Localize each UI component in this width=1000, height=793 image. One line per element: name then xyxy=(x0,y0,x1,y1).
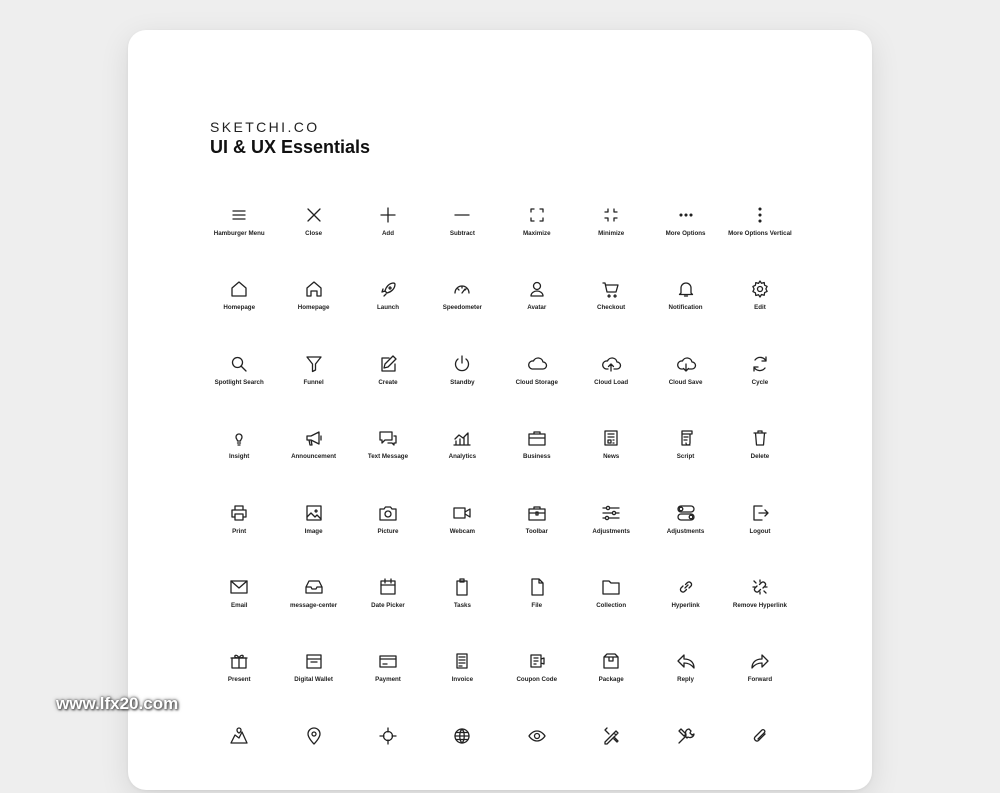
icon-tile xyxy=(723,570,797,644)
icon-tile xyxy=(500,198,574,272)
forward-icon xyxy=(749,650,771,672)
icon-label: Date Picker xyxy=(371,601,405,609)
icon-row xyxy=(202,347,802,421)
icon-tile xyxy=(202,496,276,570)
icon-label: Minimize xyxy=(598,230,625,237)
globe-icon xyxy=(451,725,473,747)
maximize-icon xyxy=(526,204,548,226)
icon-label: Launch xyxy=(376,304,399,312)
icon-tile xyxy=(500,347,574,421)
icon-label: message-center xyxy=(290,601,338,609)
icon-tile xyxy=(648,496,722,570)
icon-tile xyxy=(648,644,722,718)
spotlight-search-icon xyxy=(228,353,250,375)
analytics-icon xyxy=(451,427,473,449)
package-icon xyxy=(600,650,622,672)
icon-tile xyxy=(500,496,574,570)
icon-label: Cloud Save xyxy=(668,378,703,386)
icon-tile xyxy=(723,496,797,570)
icon-label: Subtract xyxy=(449,230,475,237)
standby-icon xyxy=(451,353,473,375)
icon-tile xyxy=(276,347,350,421)
cloud-storage-icon xyxy=(526,353,548,375)
icon-label: Present xyxy=(227,676,251,684)
watermark: www.lfx20.com xyxy=(56,694,179,713)
minimize-icon xyxy=(600,204,622,226)
icon-tile xyxy=(574,198,648,272)
date-picker-icon xyxy=(377,576,399,598)
icon-label: Webcam xyxy=(449,527,476,535)
icon-label: Adjustments xyxy=(666,527,705,535)
icon-tile xyxy=(276,496,350,570)
message-center-icon xyxy=(303,576,325,598)
tools-icon xyxy=(675,725,697,747)
icon-label: Adjustments xyxy=(592,527,630,535)
delete-icon xyxy=(749,427,771,449)
icon-label: Homepage xyxy=(223,304,256,312)
file-icon xyxy=(526,576,548,598)
logout-icon xyxy=(749,502,771,524)
icon-label: Coupon Code xyxy=(516,676,558,684)
icon-label: Digital Wallet xyxy=(294,676,333,684)
icon-tile xyxy=(574,347,648,421)
icon-tile xyxy=(574,496,648,570)
icon-tile xyxy=(500,570,574,644)
icon-label: Business xyxy=(523,453,551,461)
icon-tile xyxy=(202,644,276,718)
icon-label: Logout xyxy=(749,527,771,535)
icon-label: More Options Vertical xyxy=(728,230,792,237)
hyperlink-icon xyxy=(675,576,697,598)
create-icon xyxy=(377,353,399,375)
icon-label: Tasks xyxy=(453,601,471,609)
icon-tile xyxy=(202,421,276,495)
icon-label: Avatar xyxy=(527,304,547,312)
icon-label: Standby xyxy=(450,378,475,386)
image-icon xyxy=(303,502,325,524)
icon-label: Edit xyxy=(754,304,766,312)
icon-tile xyxy=(202,198,276,272)
icon-label: Script xyxy=(676,453,695,461)
digital-wallet-icon xyxy=(303,650,325,672)
homepage-icon xyxy=(228,278,250,300)
picture-icon xyxy=(377,502,399,524)
page-title: UI & UX Essentials xyxy=(210,137,371,157)
icon-label: Package xyxy=(598,676,624,684)
icon-tile xyxy=(351,644,425,718)
icon-tile xyxy=(202,347,276,421)
icon-label: Announcement xyxy=(291,453,337,461)
launch-icon xyxy=(377,278,399,300)
icon-tile xyxy=(276,570,350,644)
icon-label: Maximize xyxy=(523,230,551,237)
hamburger-menu-icon xyxy=(228,204,250,226)
icon-label: Collection xyxy=(596,601,627,609)
icon-label: Insight xyxy=(229,453,250,461)
subtract-icon xyxy=(451,204,473,226)
icon-label: Cloud Load xyxy=(594,378,629,386)
more-options-vertical-icon xyxy=(749,204,771,226)
icon-tile xyxy=(648,347,722,421)
icon-row xyxy=(202,421,802,495)
icon-tile xyxy=(425,570,499,644)
icon-label: Add xyxy=(381,230,394,237)
text-message-icon xyxy=(377,427,399,449)
icon-row xyxy=(202,198,802,272)
icon-tile xyxy=(574,421,648,495)
icon-label: Image xyxy=(304,527,323,535)
icon-tile xyxy=(648,272,722,346)
icon-label: Spotlight Search xyxy=(214,378,264,386)
attachment-icon xyxy=(749,725,771,747)
icon-label: Checkout xyxy=(597,304,626,312)
icon-tile xyxy=(351,570,425,644)
icon-tile xyxy=(351,198,425,272)
icon-tile xyxy=(723,644,797,718)
icon-tile xyxy=(425,272,499,346)
location-pin-icon xyxy=(303,725,325,747)
icon-row xyxy=(202,496,802,570)
icon-tile xyxy=(425,198,499,272)
notification-icon xyxy=(675,278,697,300)
map-icon xyxy=(228,725,250,747)
icon-label: Close xyxy=(305,230,323,237)
icon-label: Cycle xyxy=(751,378,769,386)
reply-icon xyxy=(675,650,697,672)
tasks-icon xyxy=(451,576,473,598)
coupon-code-icon xyxy=(526,650,548,672)
icon-tile xyxy=(723,198,797,272)
more-options-icon xyxy=(675,204,697,226)
avatar-icon xyxy=(526,278,548,300)
icon-label: Funnel xyxy=(303,378,324,386)
icon-tile xyxy=(276,272,350,346)
icon-tile xyxy=(574,272,648,346)
icon-tile xyxy=(723,347,797,421)
icon-tile xyxy=(723,272,797,346)
icon-tile xyxy=(425,644,499,718)
print-icon xyxy=(228,502,250,524)
remove-hyperlink-icon xyxy=(749,576,771,598)
add-icon xyxy=(377,204,399,226)
icon-row xyxy=(202,570,802,644)
icon-label: News xyxy=(603,453,620,461)
announcement-icon xyxy=(303,427,325,449)
icon-tile xyxy=(425,421,499,495)
icon-label: Cloud Storage xyxy=(515,378,558,386)
icon-tile xyxy=(500,421,574,495)
icon-label: Notification xyxy=(668,304,703,312)
adjustments-icon xyxy=(600,502,622,524)
icon-label: Text Message xyxy=(367,453,409,461)
homepage-alt-icon xyxy=(303,278,325,300)
icon-tile xyxy=(574,570,648,644)
news-icon xyxy=(600,427,622,449)
icon-label: Hyperlink xyxy=(671,601,700,609)
icon-tile xyxy=(202,570,276,644)
present-icon xyxy=(228,650,250,672)
speedometer-icon xyxy=(451,278,473,300)
icon-label: Analytics xyxy=(448,453,477,461)
icon-label: Hamburger Menu xyxy=(213,230,265,237)
icon-tile xyxy=(425,496,499,570)
icon-tile xyxy=(648,421,722,495)
icon-tile xyxy=(351,272,425,346)
crosshair-icon xyxy=(377,725,399,747)
icon-label: Payment xyxy=(375,676,401,684)
close-icon xyxy=(303,204,325,226)
cycle-icon xyxy=(749,353,771,375)
script-icon xyxy=(675,427,697,449)
icon-label: Toolbar xyxy=(525,527,548,535)
icon-label: Remove Hyperlink xyxy=(732,601,787,609)
cloud-save-icon xyxy=(675,353,697,375)
icon-label: Homepage xyxy=(297,304,330,312)
icon-tile xyxy=(500,644,574,718)
icon-row xyxy=(202,272,802,346)
business-icon xyxy=(526,427,548,449)
funnel-icon xyxy=(303,353,325,375)
design-tools-icon xyxy=(600,725,622,747)
payment-icon xyxy=(377,650,399,672)
collection-icon xyxy=(600,576,622,598)
icon-tile xyxy=(648,198,722,272)
icon-tile xyxy=(276,644,350,718)
icon-label: Create xyxy=(378,378,398,386)
checkout-icon xyxy=(600,278,622,300)
icon-tile xyxy=(276,198,350,272)
icon-label: File xyxy=(531,601,543,609)
icon-tile xyxy=(202,272,276,346)
invoice-icon xyxy=(451,650,473,672)
icon-label: Picture xyxy=(377,527,399,535)
icon-label: Email xyxy=(230,601,248,609)
icon-tile xyxy=(500,272,574,346)
icon-label: Reply xyxy=(677,676,694,684)
icon-tile xyxy=(351,421,425,495)
icon-grid xyxy=(202,198,802,793)
insight-icon xyxy=(228,427,250,449)
icon-tile xyxy=(648,570,722,644)
icon-label: Invoice xyxy=(451,676,474,684)
cloud-load-icon xyxy=(600,353,622,375)
icon-label: Forward xyxy=(747,676,773,684)
eye-icon xyxy=(526,725,548,747)
icon-label: More Options xyxy=(665,230,706,237)
icon-label: Delete xyxy=(750,453,770,461)
icon-label: Speedometer xyxy=(442,304,482,312)
icon-row xyxy=(202,644,802,718)
brand-name: SKETCHI.CO xyxy=(210,119,320,135)
edit-icon xyxy=(749,278,771,300)
icon-tile xyxy=(574,644,648,718)
icon-tile xyxy=(425,347,499,421)
adjustments-toggle-icon xyxy=(675,502,697,524)
icon-tile xyxy=(351,347,425,421)
toolbar-icon xyxy=(526,502,548,524)
webcam-icon xyxy=(451,502,473,524)
icon-tile xyxy=(276,421,350,495)
icon-tile xyxy=(351,496,425,570)
icon-label: Print xyxy=(232,527,247,535)
icon-tile xyxy=(723,421,797,495)
email-icon xyxy=(228,576,250,598)
